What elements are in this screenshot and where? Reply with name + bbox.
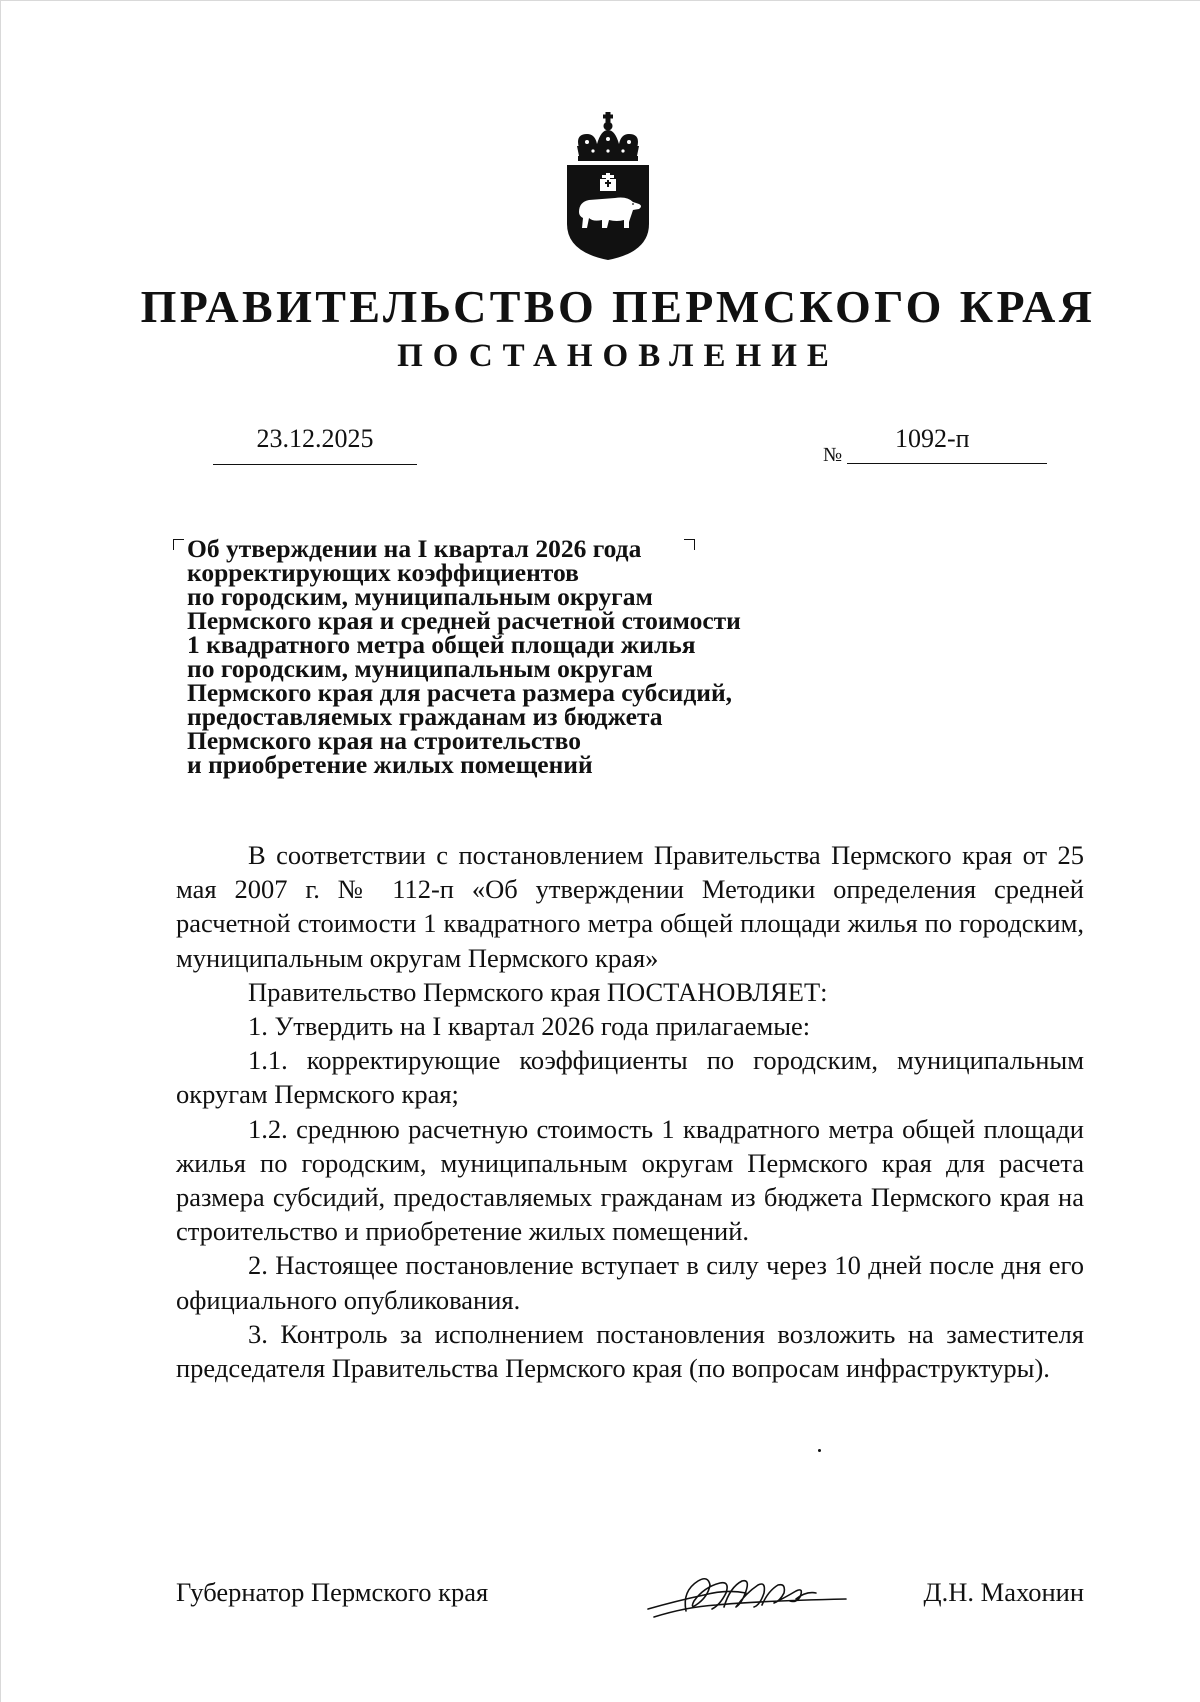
signatory-name: Д.Н. Махонин [923, 1577, 1084, 1607]
item-1-paragraph: 1. Утвердить на I квартал 2026 года прилагаемые: [248, 1011, 811, 1042]
document-date: 23.12.2025 [256, 424, 374, 453]
document-number: 1092-п [895, 424, 970, 453]
title-line: по городским, муниципальным округам [187, 582, 653, 611]
title-corner-left [173, 539, 184, 550]
title-line: Пермского края для расчета размера субсидий, [187, 678, 733, 707]
title-line: корректирующих коэффициентов [187, 558, 579, 587]
authority-title: ПРАВИТЕЛЬСТВО ПЕРМСКОГО КРАЯ [140, 281, 1096, 332]
number-sign: № [823, 444, 843, 466]
title-line: по городским, муниципальным округам [187, 654, 653, 683]
date-field [213, 424, 417, 465]
title-line: Пермского края на строительство [187, 726, 582, 755]
title-line: Об утверждении на I квартал 2026 года [187, 534, 642, 563]
document-type: ПОСТАНОВЛЕНИЕ [397, 338, 839, 374]
coat-of-arms-icon [565, 112, 651, 262]
scan-dot [818, 1449, 821, 1452]
item-2-paragraph: 2. Настоящее постановление вступает в силу через 10 дней после дня его официального опубликования. [176, 1250, 1084, 1315]
signatory-position: Губернатор Пермского края [176, 1577, 489, 1607]
document-title [187, 534, 827, 779]
preamble-paragraph: В соответствии с постановлением Правительства Пермского края от 25 мая 2007 г. № 112-п «Об утверждении Методики определения средней расчетной стоимости 1 квадратного метра общей площади жилья по городским, муниципальным округам Пермского края» [176, 840, 1084, 973]
item-1-1-paragraph: 1.1. корректирующие коэффициенты по городским, муниципальным округам Пермского края; [176, 1045, 1084, 1110]
document-body [176, 838, 1084, 1385]
number-field [823, 424, 1047, 466]
item-3-paragraph: 3. Контроль за исполнением постановления возложить на заместителя председателя Правительства Пермского края (по вопросам инфраструктуры). [176, 1318, 1084, 1384]
resolves-paragraph: Правительство Пермского края ПОСТАНОВЛЯЕТ: [248, 976, 828, 1007]
title-line: предоставляемых гражданам из бюджета [187, 702, 663, 731]
number-underline [847, 463, 1047, 464]
handwritten-signature-icon [646, 1561, 858, 1629]
title-line: Пермского края и средней расчетной стоимости [187, 606, 741, 635]
title-line: и приобретение жилых помещений [187, 750, 593, 779]
item-1-2-paragraph: 1.2. среднюю расчетную стоимость 1 квадратного метра общей площади жилья по городским, муниципальным округам Пермского края для расчета размера субсидий, предоставляемых гражданам из бюджета Пермского края на строительство и приобретение жилых помещений. [176, 1113, 1084, 1247]
signature-block [176, 1577, 1084, 1637]
title-line: 1 квадратного метра общей площади жилья [187, 630, 696, 659]
